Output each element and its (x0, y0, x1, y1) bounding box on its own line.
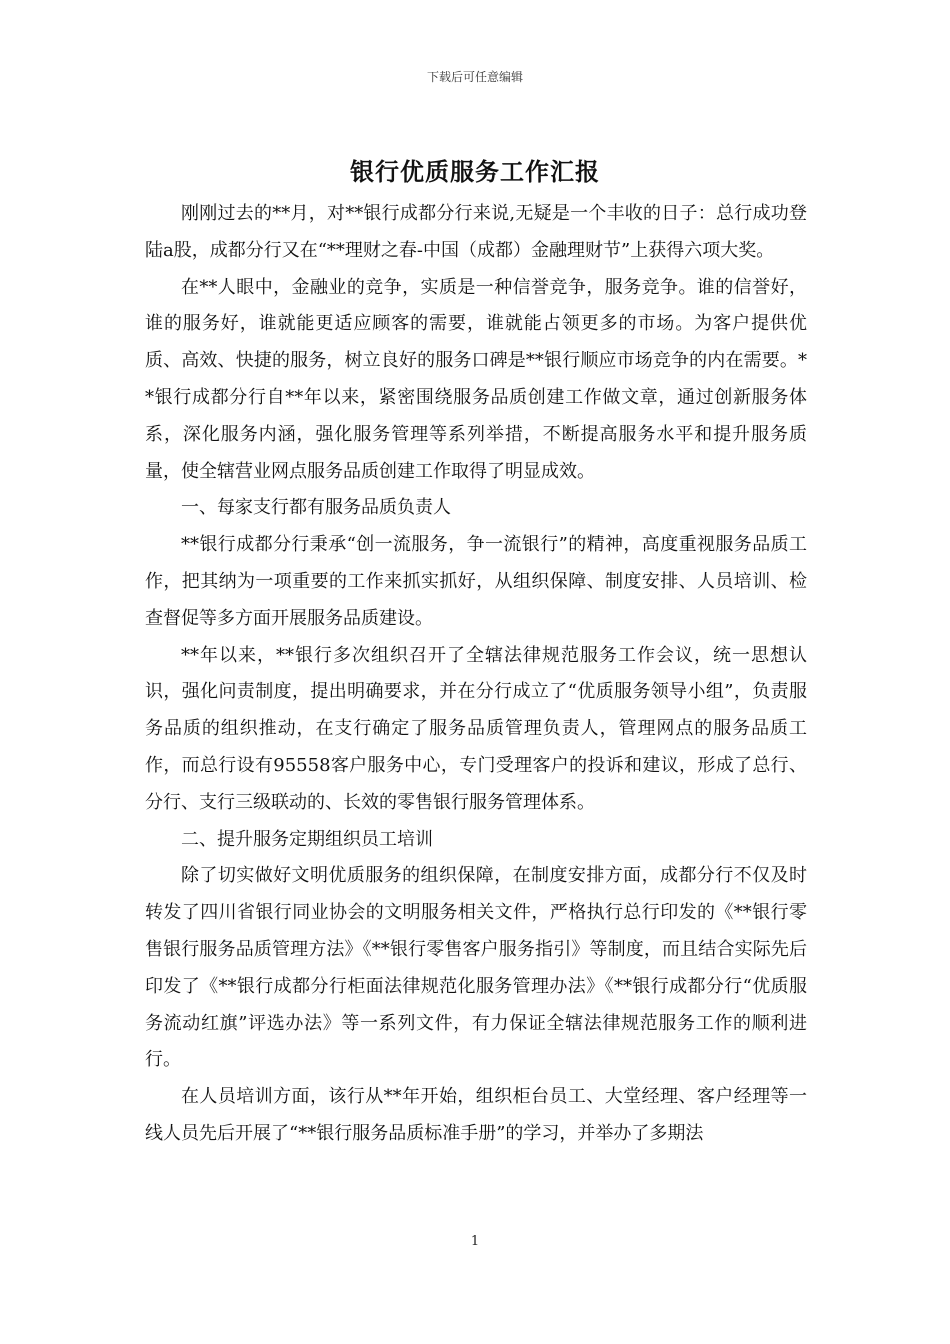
paragraph: 除了切实做好文明优质服务的组织保障，在制度安排方面，成都分行不仅及时转发了四川省银行同业协会的文明服务相关文件，严格执行总行印发的《**银行零售银行服务品质管理方法》《**银行零售客户服务指引》等制度，而且结合实际先后印发了《**银行成都分行柜面法律规范化服务管理办法》《**银行成都分行“优质服务流动红旗”评选办法》等一系列文件，有力保证全辖法律规范服务工作的顺利进行。 (145, 865, 807, 1071)
section-heading: 一、每家支行都有服务品质负责人 (181, 497, 451, 519)
document-title: 银行优质服务工作汇报 (350, 157, 600, 186)
paragraph: **年以来，**银行多次组织召开了全辖法律规范服务工作会议，统一思想认识，强化问责制度，提出明确要求，并在分行成立了“优质服务领导小组”，负责服务品质的组织推动，在支行确定了服务品质管理负责人，管理网点的服务品质工作，而总行设有95558客户服务中心，专门受理客户的投诉和建议，形成了总行、分行、支行三级联动的、长效的零售银行服务管理体系。 (145, 644, 807, 813)
section-heading: 二、提升服务定期组织员工培训 (181, 828, 433, 850)
paragraph: 在人员培训方面，该行从**年开始，组织柜台员工、大堂经理、客户经理等一线人员先后开展了“**银行服务品质标准手册”的学习，并举办了多期法 (145, 1086, 807, 1144)
paragraph: **银行成都分行秉承“创一流服务，争一流银行”的精神，高度重视服务品质工作，把其纳为一项重要的工作来抓实抓好，从组织保障、制度安排、人员培训、检查督促等多方面开展服务品质建设。 (145, 534, 807, 629)
paragraph: 在**人眼中，金融业的竞争，实质是一种信誉竞争，服务竞争。谁的信誉好，谁的服务好，谁就能更适应顾客的需要，谁就能占领更多的市场。为客户提供优质、高效、快捷的服务，树立良好的服务口碑是**银行顺应市场竞争的内在需要。**银行成都分行自**年以来，紧密围绕服务品质创建工作做文章，通过创新服务体系，深化服务内涵，强化服务管理等系列举措，不断提高服务水平和提升服务质量，使全辖营业网点服务品质创建工作取得了明显成效。 (145, 276, 807, 482)
header-note: 下载后可任意编辑 (426, 70, 523, 84)
document-body (145, 196, 807, 1153)
paragraph: 刚刚过去的**月，对**银行成都分行来说,无疑是一个丰收的日子：总行成功登陆a股，成都分行又在“**理财之春-中国（成都）金融理财节”上获得六项大奖。 (145, 203, 807, 261)
page-number: 1 (470, 1234, 480, 1249)
